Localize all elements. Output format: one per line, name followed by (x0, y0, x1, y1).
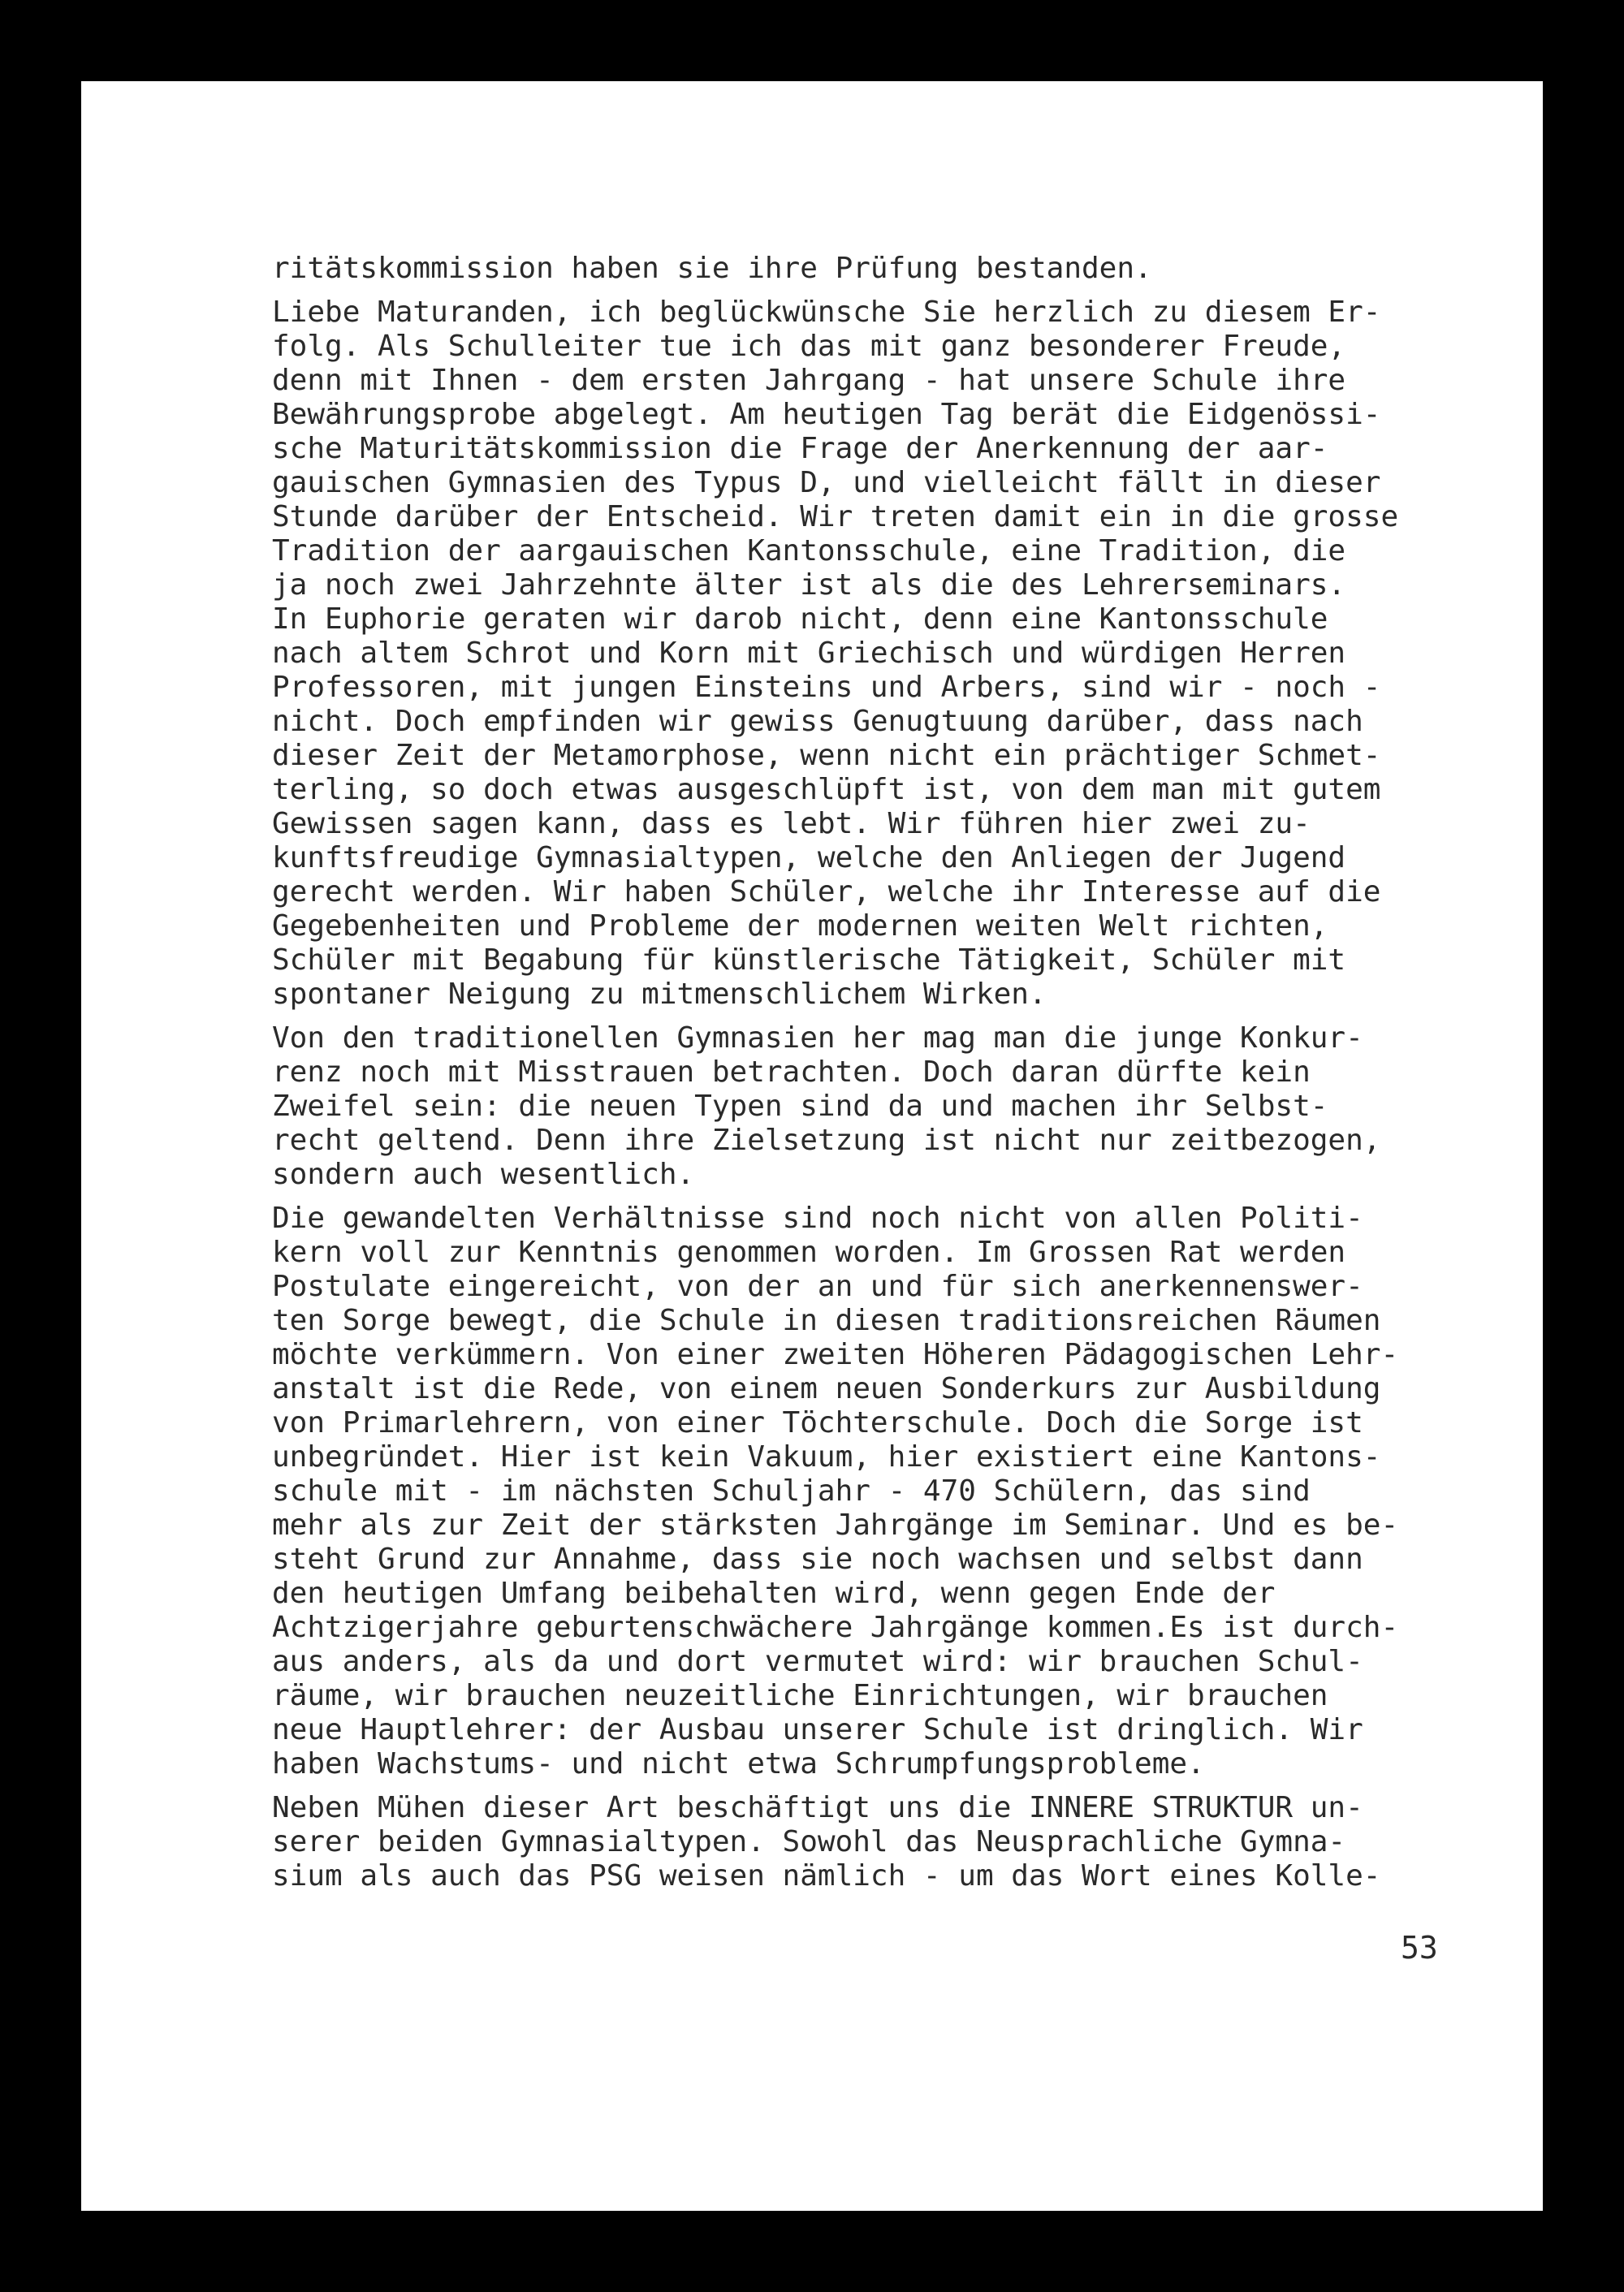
text-line: nicht. Doch empfinden wir gewiss Genugtuung darüber, dass nach (272, 705, 1363, 738)
text-line: sche Maturitätskommission die Frage der Anerkennung der aar- (272, 432, 1328, 465)
text-line: gerecht werden. Wir haben Schüler, welche ihr Interesse auf die (272, 875, 1381, 909)
text-line: Professoren, mit jungen Einsteins und Arbers, sind wir - noch - (272, 671, 1381, 704)
text-line: terling, so doch etwas ausgeschlüpft ist, von dem man mit gutem (272, 773, 1381, 806)
text-line: renz noch mit Misstrauen betrachten. Doch daran dürfte kein (272, 1055, 1311, 1089)
text-line: dieser Zeit der Metamorphose, wenn nicht ein prächtiger Schmet- (272, 739, 1381, 772)
text-line: steht Grund zur Annahme, dass sie noch wachsen und selbst dann (272, 1543, 1363, 1576)
text-line: In Euphorie geraten wir darob nicht, denn eine Kantonsschule (272, 602, 1328, 636)
text-line: folg. Als Schulleiter tue ich das mit ganz besonderer Freude, (272, 330, 1346, 363)
text-line: anstalt ist die Rede, von einem neuen Sonderkurs zur Ausbildung (272, 1372, 1381, 1405)
text-line: schule mit - im nächsten Schuljahr - 470 Schülern, das sind (272, 1474, 1311, 1508)
text-line: unbegründet. Hier ist kein Vakuum, hier existiert eine Kantons- (272, 1440, 1381, 1474)
text-line: räume, wir brauchen neuzeitliche Einrichtungen, wir brauchen (272, 1679, 1328, 1712)
text-line: Gewissen sagen kann, dass es lebt. Wir führen hier zwei zu- (272, 807, 1311, 840)
paragraph (272, 1791, 1531, 1893)
text-line: mehr als zur Zeit der stärksten Jahrgänge im Seminar. Und es be- (272, 1509, 1399, 1542)
page-number: 53 (1401, 1930, 1438, 1966)
text-line: von Primarlehrern, von einer Töchterschule. Doch die Sorge ist (272, 1406, 1363, 1440)
text-line: Schüler mit Begabung für künstlerische Tätigkeit, Schüler mit (272, 943, 1346, 977)
text-line: möchte verkümmern. Von einer zweiten Höheren Pädagogischen Lehr- (272, 1338, 1399, 1371)
text-line: Postulate eingereicht, von der an und für sich anerkennenswer- (272, 1270, 1363, 1303)
text-line: Stunde darüber der Entscheid. Wir treten damit ein in die grosse (272, 500, 1399, 533)
text-line: recht geltend. Denn ihre Zielsetzung ist nicht nur zeitbezogen, (272, 1124, 1381, 1157)
text-line: kunftsfreudige Gymnasialtypen, welche den Anliegen der Jugend (272, 841, 1346, 874)
paragraph (272, 1021, 1531, 1192)
text-line: neue Hauptlehrer: der Ausbau unserer Schule ist dringlich. Wir (272, 1713, 1363, 1746)
text-line: sium als auch das PSG weisen nämlich - um das Wort eines Kolle- (272, 1859, 1381, 1893)
text-line: ja noch zwei Jahrzehnte älter ist als die des Lehrerseminars. (272, 568, 1346, 602)
text-line: gauischen Gymnasien des Typus D, und vielleicht fällt in dieser (272, 466, 1381, 499)
text-line: Zweifel sein: die neuen Typen sind da und machen ihr Selbst- (272, 1090, 1328, 1123)
paragraph (272, 252, 1531, 286)
text-line: Liebe Maturanden, ich beglückwünsche Sie herzlich zu diesem Er- (272, 296, 1381, 329)
text-line: Achtzigerjahre geburtenschwächere Jahrgänge kommen.Es ist durch- (272, 1611, 1399, 1644)
text-line: Gegebenheiten und Probleme der modernen weiten Welt richten, (272, 909, 1328, 943)
text-line: Tradition der aargauischen Kantonsschule, eine Tradition, die (272, 534, 1346, 568)
text-line: den heutigen Umfang beibehalten wird, wenn gegen Ende der (272, 1577, 1276, 1610)
text-line: haben Wachstums- und nicht etwa Schrumpfungsprobleme. (272, 1747, 1205, 1781)
text-line: aus anders, als da und dort vermutet wird: wir brauchen Schul- (272, 1645, 1363, 1678)
text-line: denn mit Ihnen - dem ersten Jahrgang - hat unsere Schule ihre (272, 364, 1346, 397)
text-line: Neben Mühen dieser Art beschäftigt uns die INNERE STRUKTUR un- (272, 1791, 1363, 1824)
text-line: serer beiden Gymnasialtypen. Sowohl das Neusprachliche Gymna- (272, 1825, 1346, 1858)
body-text (272, 252, 1531, 1903)
text-line: sondern auch wesentlich. (272, 1158, 695, 1191)
document-page (81, 81, 1543, 2211)
text-line: ritätskommission haben sie ihre Prüfung bestanden. (272, 252, 1152, 285)
text-line: ten Sorge bewegt, die Schule in diesen traditionsreichen Räumen (272, 1304, 1381, 1337)
text-line: Die gewandelten Verhältnisse sind noch nicht von allen Politi- (272, 1202, 1363, 1235)
paragraph (272, 1202, 1531, 1781)
text-line: kern voll zur Kenntnis genommen worden. Im Grossen Rat werden (272, 1236, 1346, 1269)
text-line: nach altem Schrot und Korn mit Griechisch und würdigen Herren (272, 637, 1346, 670)
text-line: spontaner Neigung zu mitmenschlichem Wirken. (272, 978, 1047, 1011)
text-line: Von den traditionellen Gymnasien her mag man die junge Konkur- (272, 1021, 1363, 1055)
text-line: Bewährungsprobe abgelegt. Am heutigen Tag berät die Eidgenössi- (272, 398, 1381, 431)
paragraph (272, 296, 1531, 1012)
